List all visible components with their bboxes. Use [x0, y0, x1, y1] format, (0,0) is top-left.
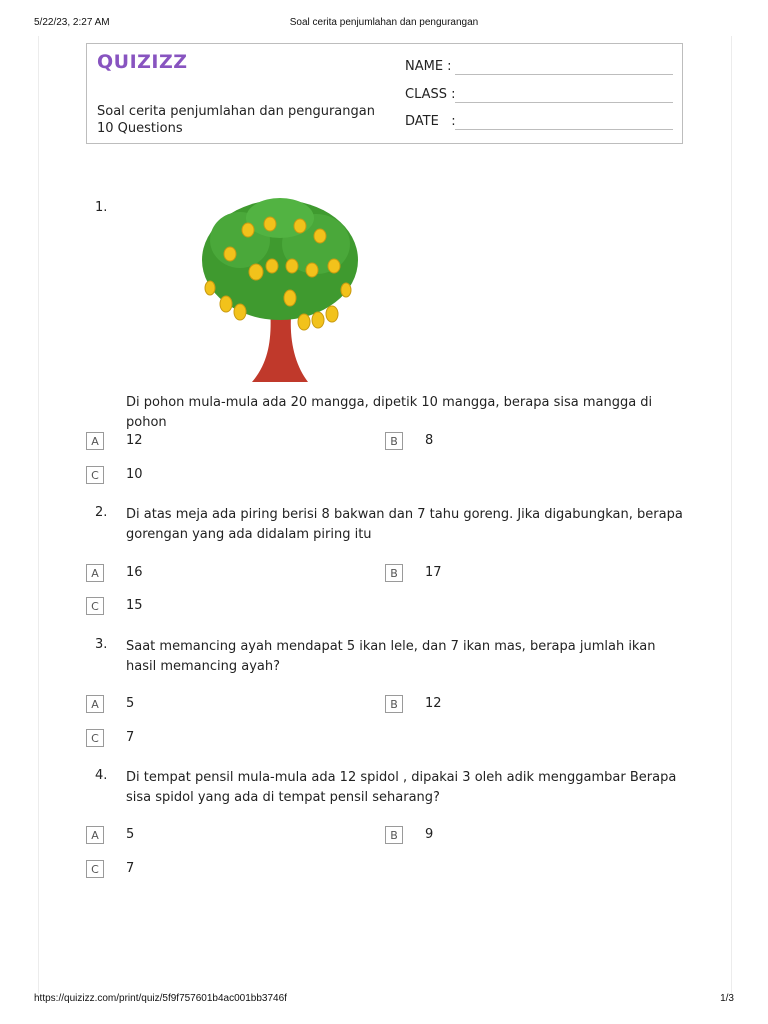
option-text: 9 [425, 827, 434, 842]
question-text: Di atas meja ada piring berisi 8 bakwan dan 7 tahu goreng. Jika digabungkan, berapa gorengan yang ada didalam piring itu [126, 507, 683, 542]
option-text: 10 [126, 467, 143, 482]
option-text: 12 [126, 433, 143, 448]
question-number: 2. [95, 505, 108, 520]
mango-tree-illustration [200, 196, 360, 386]
print-url[interactable]: https://quizizz.com/print/quiz/5f9f757601b4ac001bb3746f [34, 993, 287, 1004]
option-text: 5 [126, 696, 135, 711]
option-text: 5 [126, 827, 135, 842]
option-letter-box: C [86, 860, 104, 878]
option-letter-box: C [86, 729, 104, 747]
page-number: 1/3 [720, 993, 734, 1004]
question-count: 10 Questions [97, 121, 183, 136]
name-label: NAME : [405, 59, 452, 74]
option-letter-box: B [385, 695, 403, 713]
class-line [455, 102, 673, 103]
option-letter-box: A [86, 826, 104, 844]
option-text: 16 [126, 565, 143, 580]
quizizz-logo: QUIZIZZ [97, 51, 188, 73]
class-label: CLASS : [405, 87, 456, 102]
option-letter-box: B [385, 432, 403, 450]
option-letter-box: A [86, 695, 104, 713]
question-number: 4. [95, 768, 108, 783]
date-line [455, 129, 673, 130]
option-letter-box: B [385, 826, 403, 844]
question-text: Saat memancing ayah mendapat 5 ikan lele, dan 7 ikan mas, berapa jumlah ikan hasil memancing ayah? [126, 639, 656, 674]
option-text: 17 [425, 565, 442, 580]
question-number: 1. [95, 200, 108, 215]
option-text: 15 [126, 598, 143, 613]
quiz-title: Soal cerita penjumlahan dan pengurangan [97, 104, 375, 119]
option-letter-box: C [86, 466, 104, 484]
print-title: Soal cerita penjumlahan dan pengurangan [289, 17, 479, 28]
question-text: Di pohon mula-mula ada 20 mangga, dipetik 10 mangga, berapa sisa mangga di pohon [126, 395, 653, 430]
option-text: 7 [126, 861, 135, 876]
question-number: 3. [95, 637, 108, 652]
option-text: 7 [126, 730, 135, 745]
option-text: 12 [425, 696, 442, 711]
date-label: DATE : [405, 114, 456, 129]
option-letter-box: A [86, 432, 104, 450]
option-letter-box: C [86, 597, 104, 615]
option-text: 8 [425, 433, 434, 448]
option-letter-box: A [86, 564, 104, 582]
question-text: Di tempat pensil mula-mula ada 12 spidol , dipakai 3 oleh adik menggambar Berapa sisa spidol yang ada di tempat pensil seharang? [126, 770, 677, 805]
name-line [455, 74, 673, 75]
worksheet-header [86, 43, 683, 144]
option-letter-box: B [385, 564, 403, 582]
print-datetime: 5/22/23, 2:27 AM [34, 17, 110, 28]
